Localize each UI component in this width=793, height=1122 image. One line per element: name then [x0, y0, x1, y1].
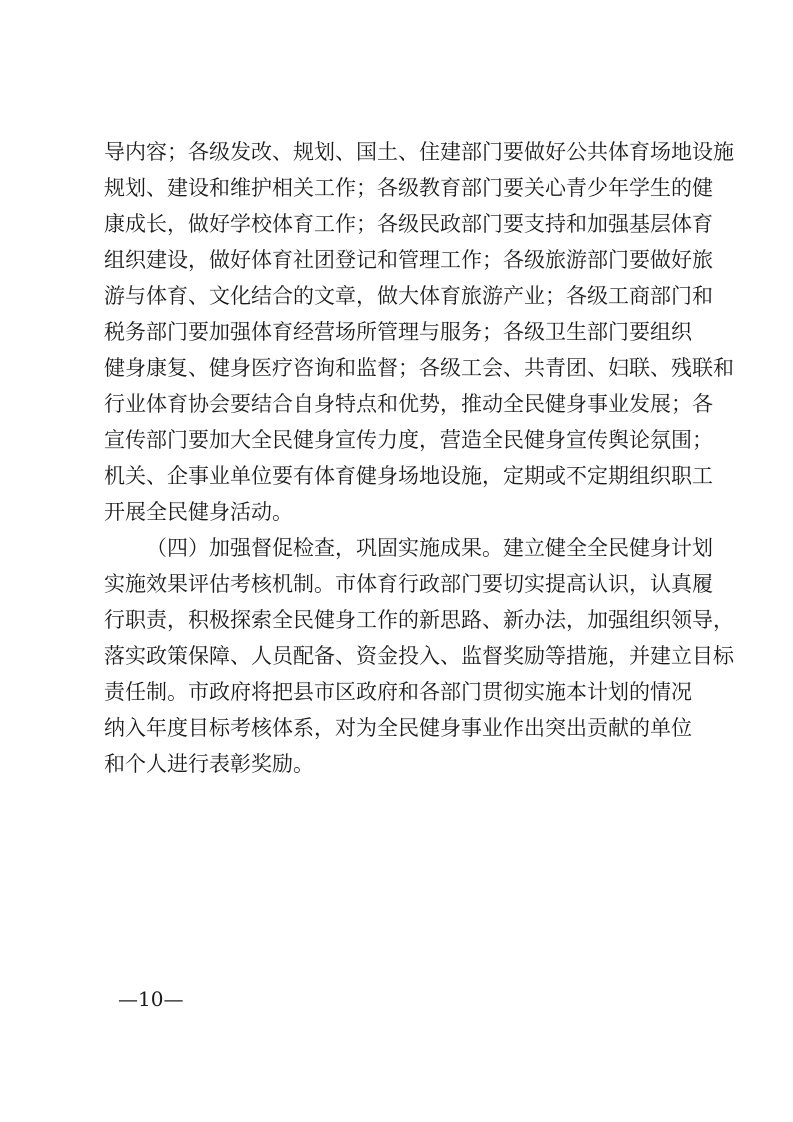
paragraph-line: 实施效果评估考核机制。市体育行政部门要切实提高认识，认真履 — [104, 572, 713, 596]
paragraph-line: 规划、建设和维护相关工作；各级教育部门要关心青少年学生的健 — [104, 176, 713, 200]
page-number: —10— — [118, 987, 184, 1011]
section-heading-line: （四）加强督促检查，巩固实施成果。建立健全全民健身计划 — [146, 536, 713, 560]
paragraph-line: 游与体育、文化结合的文章，做大体育旅游产业；各级工商部门和 — [104, 284, 713, 308]
paragraph-line: 和个人进行表彰奖励。 — [104, 752, 314, 776]
paragraph-line: 税务部门要加强体育经营场所管理与服务；各级卫生部门要组织 — [104, 320, 692, 344]
paragraph-line: 行职责，积极探索全民健身工作的新思路、新办法，加强组织领导， — [104, 608, 734, 632]
paragraph-line: 落实政策保障、人员配备、资金投入、监督奖励等措施，并建立目标 — [104, 644, 734, 668]
paragraph-line: 宣传部门要加大全民健身宣传力度，营造全民健身宣传舆论氛围； — [104, 428, 713, 452]
paragraph-line: 康成长，做好学校体育工作；各级民政部门要支持和加强基层体育 — [104, 212, 713, 236]
paragraph-line: 组织建设，做好体育社团登记和管理工作；各级旅游部门要做好旅 — [104, 248, 713, 272]
paragraph-line: 行业体育协会要结合自身特点和优势，推动全民健身事业发展；各 — [104, 392, 713, 416]
paragraph-line: 机关、企事业单位要有体育健身场地设施，定期或不定期组织职工 — [104, 464, 713, 488]
paragraph-line: 导内容；各级发改、规划、国土、住建部门要做好公共体育场地设施 — [104, 140, 734, 164]
paragraph-line: 责任制。市政府将把县市区政府和各部门贯彻实施本计划的情况 — [104, 680, 692, 704]
paragraph-line: 健身康复、健身医疗咨询和监督；各级工会、共青团、妇联、残联和 — [104, 356, 734, 380]
paragraph-line: 开展全民健身活动。 — [104, 500, 293, 524]
paragraph-line: 纳入年度目标考核体系，对为全民健身事业作出突出贡献的单位 — [104, 716, 692, 740]
